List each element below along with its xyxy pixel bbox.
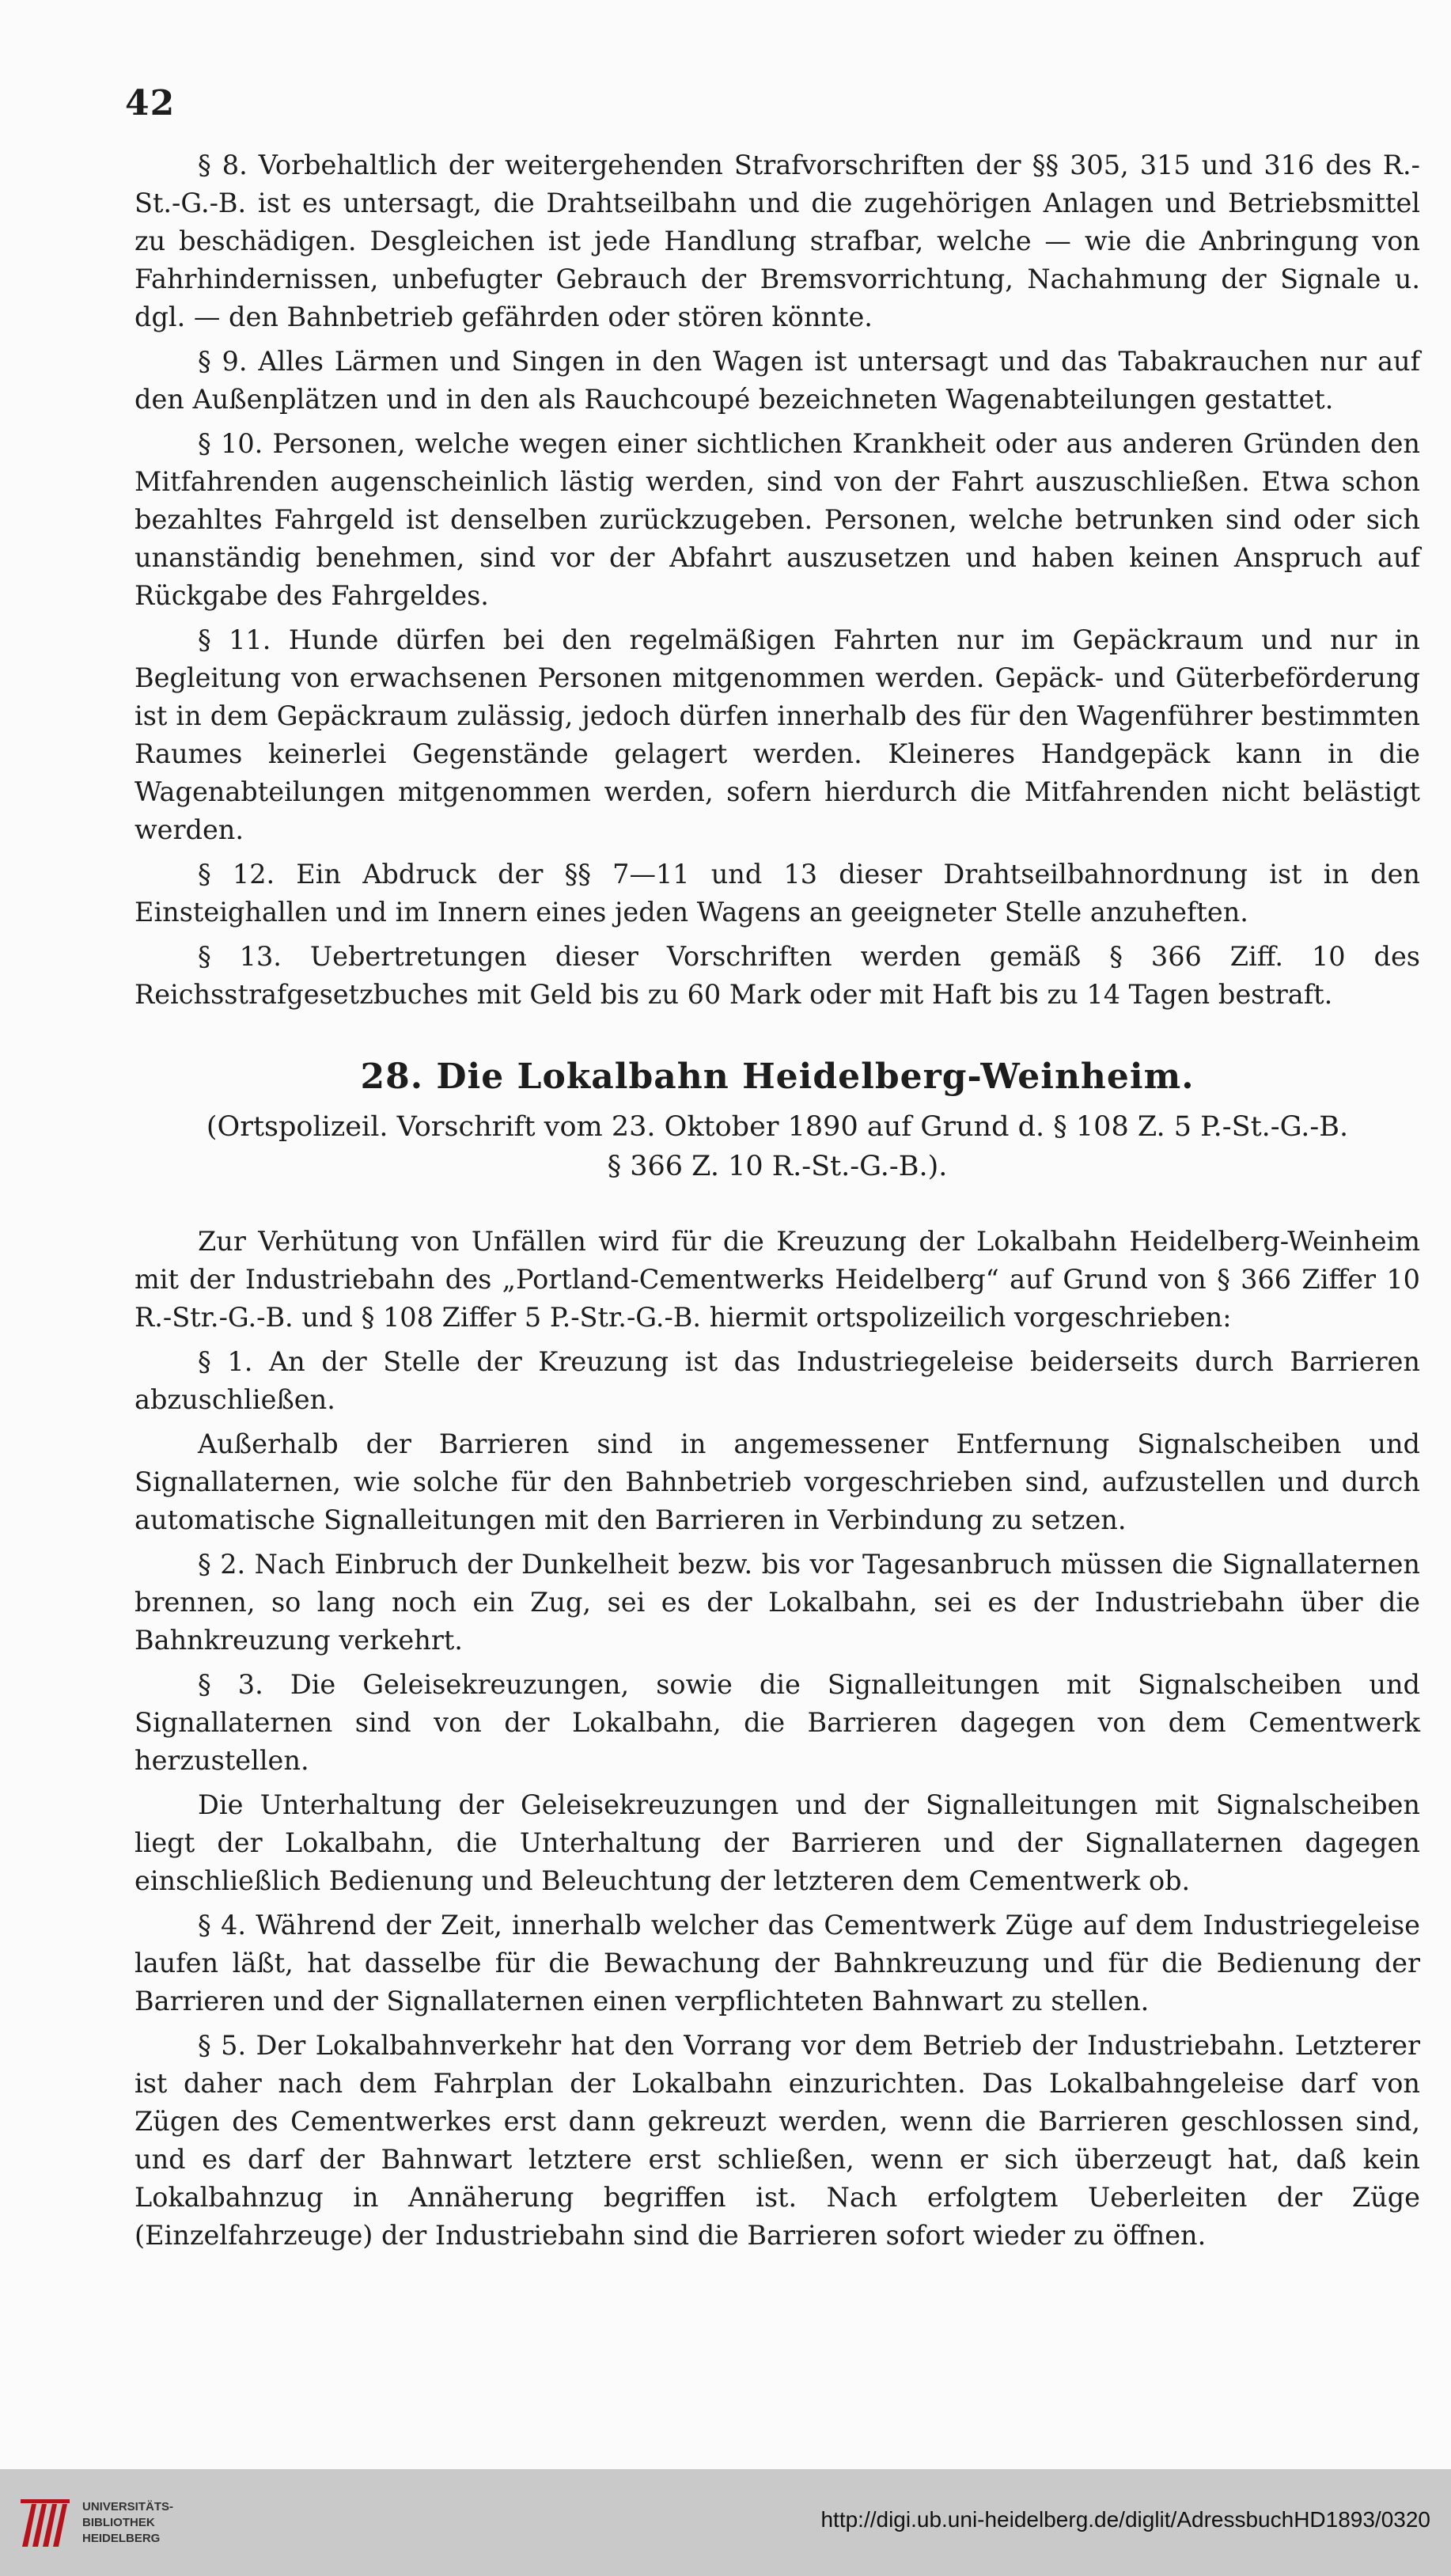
paragraph-s3: § 3. Die Geleisekreuzungen, sowie die Signalleitungen mit Signalscheiben und Signallaternen sind von der Lokalbahn, die Barrieren dagegen von dem Cementwerk herzustellen. bbox=[134, 1669, 1420, 1776]
paragraph-s4: § 4. Während der Zeit, innerhalb welcher das Cementwerk Züge auf dem Industriegeleise laufen läßt, hat dasselbe für die Bewachung der Bahnkreuzung und für die Bedienung der Barrieren und der Signallaternen einen verpflichteten Bahnwart zu stellen. bbox=[134, 1910, 1420, 2016]
paragraph-par13: § 13. Uebertretungen dieser Vorschriften werden gemäß § 366 Ziff. 10 des Reichsstrafgesetzbuches mit Geld bis zu 60 Mark oder mit Haft bis zu 14 Tagen bestraft. bbox=[134, 941, 1420, 1010]
logo-line-3: HEIDELBERG bbox=[82, 2532, 161, 2545]
library-logo-icon bbox=[17, 2494, 74, 2551]
library-logo-text bbox=[82, 2499, 173, 2547]
page-body bbox=[134, 146, 1420, 2261]
paragraph-par8: § 8. Vorbehaltlich der weitergehenden Strafvorschriften der §§ 305, 315 und 316 des R.-St.-G.-B. ist es untersagt, die Drahtseilbahn und die zugehörigen Anlagen und Betriebsmittel zu beschädigen. Desgleichen ist jede Handlung strafbar, welche — wie die Anbringung von Fahrhindernissen, unbefugter Gebrauch der Bremsvorrichtung, Nachahmung der Signale u. dgl. — den Bahnbetrieb gefährden oder stören könnte. bbox=[134, 150, 1420, 332]
logo-line-1: UNIVERSITÄTS- bbox=[82, 2500, 174, 2513]
footer-bar bbox=[0, 2469, 1451, 2576]
paragraph-s5: § 5. Der Lokalbahnverkehr hat den Vorrang vor dem Betrieb der Industriebahn. Letzterer ist daher nach dem Fahrplan der Lokalbahn einzurichten. Das Lokalbahngeleise darf von Zügen des Cementwerkes erst dann gekreuzt werden, wenn die Barrieren geschlossen sind, und es darf der Bahnwart letztere erst schließen, wenn er sich überzeugt hat, daß kein Lokalbahnzug in Annäherung begriffen ist. Nach erfolgtem Ueberleiten der Züge (Einzelfahrzeuge) der Industriebahn sind die Barrieren sofort wieder zu öffnen. bbox=[134, 2030, 1420, 2251]
logo-line-2: BIBLIOTHEK bbox=[82, 2516, 155, 2529]
section-heading: 28. Die Lokalbahn Heidelberg-Weinheim. bbox=[360, 1057, 1195, 1097]
paragraph-s1-cont: Außerhalb der Barrieren sind in angemessener Entfernung Signalscheiben und Signallaternen, wie solche für den Bahnbetrieb vorgeschrieben sind, aufzustellen und durch automatische Signalleitungen mit den Barrieren in Verbindung zu setzen. bbox=[134, 1428, 1420, 1535]
paragraph-par10: § 10. Personen, welche wegen einer sichtlichen Krankheit oder aus anderen Gründen den Mitfahrenden augenscheinlich lästig werden, sind von der Fahrt auszuschließen. Etwa schon bezahltes Fahrgeld ist denselben zurückzugeben. Personen, welche betrunken sind oder sich unanständig benehmen, sind vor der Abfahrt auszusetzen und haben keinen Anspruch auf Rückgabe des Fahrgeldes. bbox=[134, 428, 1420, 611]
page-number: 42 bbox=[125, 83, 176, 123]
section-subtitle-line2: § 366 Z. 10 R.-St.-G.-B.). bbox=[607, 1151, 948, 1182]
paragraph-s1: § 1. An der Stelle der Kreuzung ist das Industriegeleise beiderseits durch Barrieren abzuschließen. bbox=[134, 1346, 1420, 1415]
paragraph-par11: § 11. Hunde dürfen bei den regelmäßigen Fahrten nur im Gepäckraum und nur in Begleitung von erwachsenen Personen mitgenommen werden. Gepäck- und Güterbeförderung ist in dem Gepäckraum zulässig, jedoch dürfen innerhalb des für den Wagenführer bestimmten Raumes keinerlei Gegenstände gelagert werden. Kleineres Handgepäck kann in die Wagenabteilungen mitgenommen werden, sofern hierdurch die Mitfahrenden nicht belästigt werden. bbox=[134, 624, 1420, 845]
paragraph-par9: § 9. Alles Lärmen und Singen in den Wagen ist untersagt und das Tabakrauchen nur auf den Außenplätzen und in den als Rauchcoupé bezeichneten Wagenabteilungen gestattet. bbox=[134, 346, 1420, 415]
section-subtitle bbox=[134, 1107, 1420, 1186]
paragraph-s2: § 2. Nach Einbruch der Dunkelheit bezw. bis vor Tagesanbruch müssen die Signallaternen brennen, so lang noch ein Zug, sei es der Lokalbahn, sei es der Industriebahn über die Bahnkreuzung verkehrt. bbox=[134, 1549, 1420, 1656]
library-logo[interactable] bbox=[17, 2494, 191, 2558]
source-url-link[interactable]: http://digi.ub.uni-heidelberg.de/diglit/AdressbuchHD1893/0320 bbox=[820, 2507, 1430, 2532]
section-subtitle-line1: (Ortspolizeil. Vorschrift vom 23. Oktober 1890 auf Grund d. § 108 Z. 5 P.-St.-G.-B. bbox=[206, 1111, 1349, 1143]
paragraph-s3-cont: Die Unterhaltung der Geleisekreuzungen und der Signalleitungen mit Signalscheiben liegt der Lokalbahn, die Unterhaltung der Barrieren und der Signallaternen dagegen einschließlich Bedienung und Beleuchtung der letzteren dem Cementwerk ob. bbox=[134, 1789, 1420, 1896]
paragraph-par12: § 12. Ein Abdruck der §§ 7—11 und 13 dieser Drahtseilbahnordnung ist in den Einsteighallen und im Innern eines jeden Wagens an geeigneter Stelle anzuheften. bbox=[134, 859, 1420, 928]
paragraph-preamble: Zur Verhütung von Unfällen wird für die Kreuzung der Lokalbahn Heidelberg-Weinheim mit der Industriebahn des „Portland-Cementwerks Heidelberg“ auf Grund von § 366 Ziffer 10 R.-Str.-G.-B. und § 108 Ziffer 5 P.-Str.-G.-B. hiermit ortspolizeilich vorgeschrieben: bbox=[134, 1226, 1420, 1333]
